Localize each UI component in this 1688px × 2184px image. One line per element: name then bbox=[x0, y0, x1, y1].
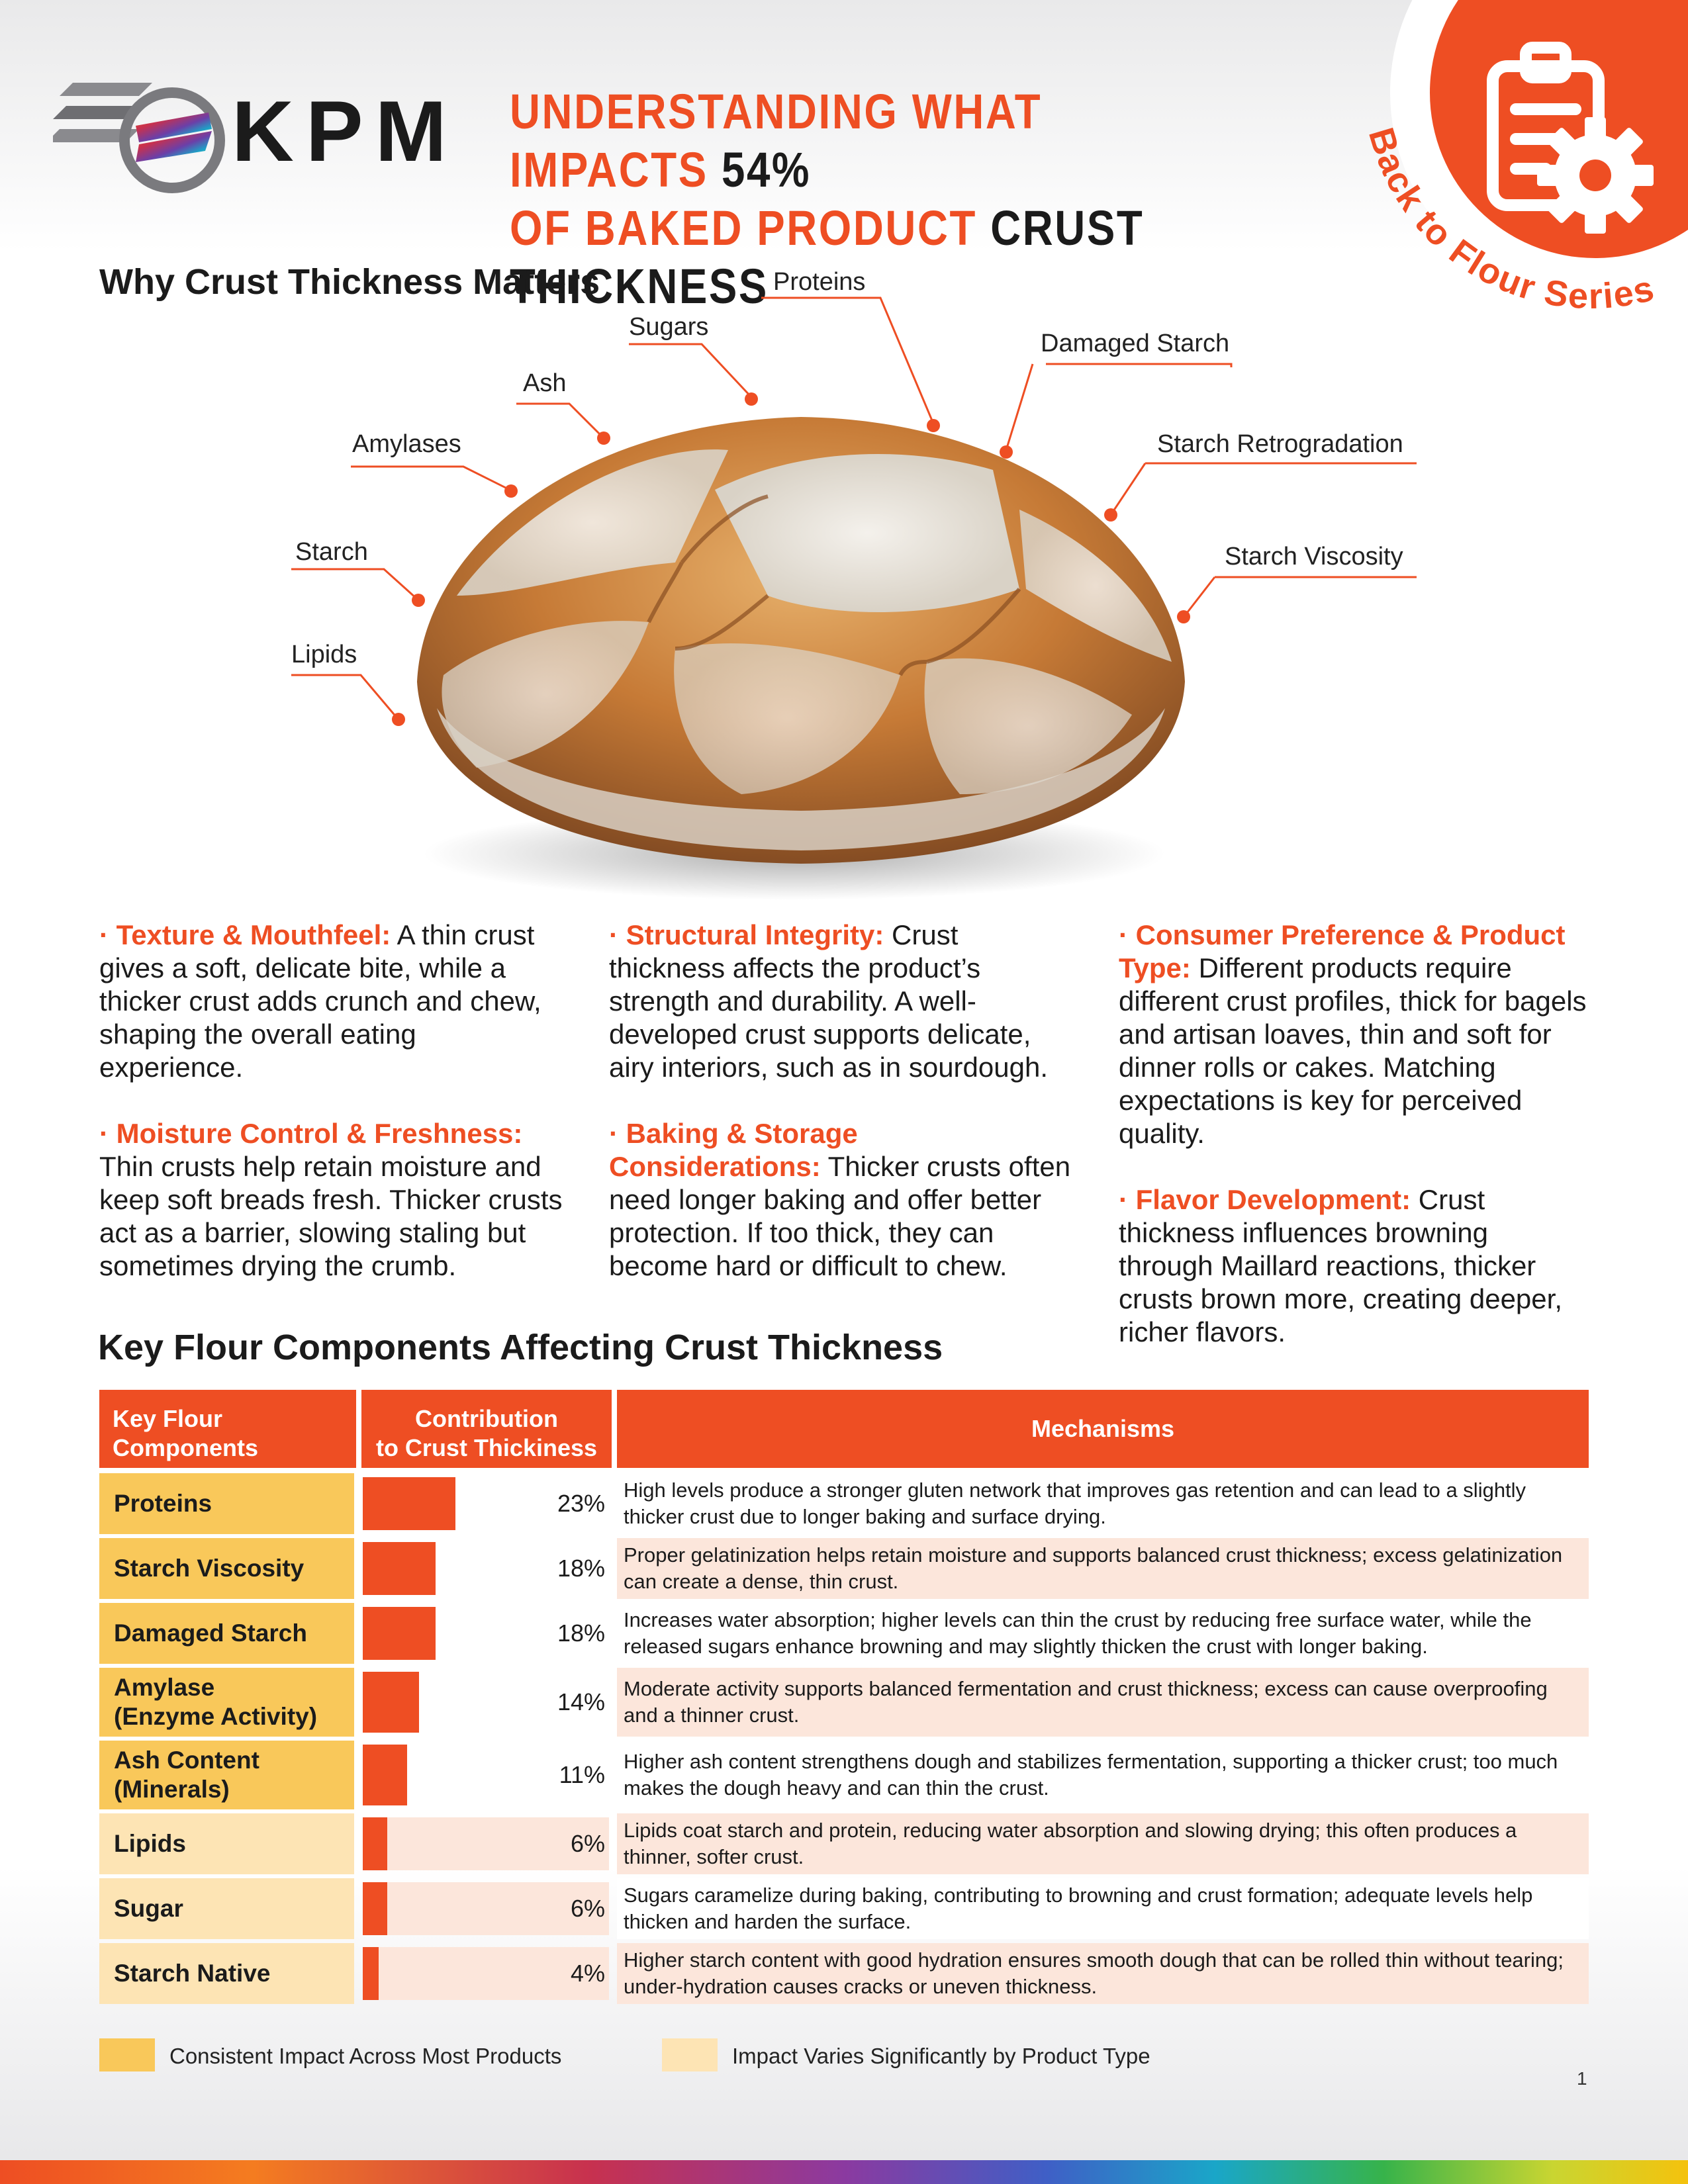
section1-heading: Why Crust Thickness Matters bbox=[99, 262, 600, 302]
table-row bbox=[99, 1473, 1589, 1534]
mechanism-text: Increases water absorption; higher levels can thin the crust by reducing free surface water, while the released sugars enhance browning and may slightly thicken the crust with longer baking. bbox=[617, 1603, 1589, 1664]
callout-dot-damaged-starch bbox=[1000, 445, 1013, 459]
legend-consistent: Consistent Impact Across Most Products bbox=[169, 2044, 562, 2068]
component-name: Ash Content (Minerals) bbox=[99, 1741, 354, 1809]
contribution-percent: 6% bbox=[570, 1895, 605, 1922]
contribution-percent: 23% bbox=[557, 1490, 605, 1517]
mechanism-text: High levels produce a stronger gluten network that improves gas retention and can lead to a slightly thicker crust due to longer baking and surface drying. bbox=[617, 1473, 1589, 1534]
callout-dot-lipids bbox=[392, 713, 405, 726]
label-amylases: Amylases bbox=[352, 430, 461, 458]
contribution-cell bbox=[363, 1878, 609, 1939]
title-line2-dark: CRUST THICKNESS bbox=[510, 201, 1145, 314]
title-line1-dark: 54% bbox=[721, 142, 812, 197]
mechanism-text: Moderate activity supports balanced fermentation and crust thickness; excess can cause overproofing and a thinner crust. bbox=[617, 1668, 1589, 1737]
section2-heading: Key Flour Components Affecting Crust Thickness bbox=[98, 1328, 943, 1367]
component-name: Starch Viscosity bbox=[99, 1538, 354, 1599]
contribution-bar bbox=[363, 1947, 379, 2000]
contribution-cell bbox=[363, 1668, 609, 1737]
bullet-texture: · Texture & Mouthfeel: A thin crust gives a soft, delicate bite, while a thicker crust adds crunch and chew, shaping the overall eating experience. bbox=[99, 919, 541, 1083]
component-name: Sugar bbox=[99, 1878, 354, 1939]
contribution-cell bbox=[363, 1813, 609, 1874]
callout-lines bbox=[0, 0, 1688, 927]
table-row bbox=[99, 1538, 1589, 1599]
label-starch-viscosity: Starch Viscosity bbox=[1225, 543, 1403, 570]
contribution-percent: 18% bbox=[557, 1619, 605, 1647]
table-row bbox=[99, 1603, 1589, 1664]
mechanism-text: Sugars caramelize during baking, contributing to browning and crust formation; adequate levels help thicken and harden the surface. bbox=[617, 1878, 1589, 1939]
bullet-consumer: · Consumer Preference & Product Type: Different products require different crust profiles, thick for bagels and artisan loaves, thin and soft for dinner rolls or cakes. Matching expectations is key for perceived quality. bbox=[1119, 919, 1587, 1149]
contribution-bar bbox=[363, 1542, 436, 1595]
contribution-bar bbox=[363, 1745, 407, 1805]
table-row bbox=[99, 1813, 1589, 1874]
table-row bbox=[99, 1878, 1589, 1939]
table-row bbox=[99, 1943, 1589, 2004]
components-table bbox=[99, 1390, 1589, 2019]
legend-varies: Impact Varies Significantly by Product Type bbox=[732, 2044, 1150, 2068]
component-name: Damaged Starch bbox=[99, 1603, 354, 1664]
legend-swatch-varies bbox=[662, 2038, 718, 2071]
contribution-percent: 6% bbox=[570, 1830, 605, 1857]
bullet-flavor: · Flavor Development: Crust thickness influences browning through Maillard reactions, thicker crusts brown more, creating deeper, richer flavors. bbox=[1119, 1184, 1562, 1347]
contribution-percent: 4% bbox=[570, 1960, 605, 1987]
label-starch-retrogradation: Starch Retrogradation bbox=[1157, 430, 1403, 458]
label-ash: Ash bbox=[523, 369, 567, 397]
title-line1-orange: UNDERSTANDING WHAT IMPACTS bbox=[510, 84, 1043, 197]
title-line2-orange: OF BAKED PRODUCT bbox=[510, 201, 977, 255]
callout-dot-starch-retrogradation bbox=[1104, 508, 1117, 522]
badge-series-text: Back to Flour Series bbox=[1360, 123, 1660, 317]
header-contribution: Contribution to Crust Thickiness bbox=[361, 1390, 612, 1468]
bullet-baking-storage: · Baking & Storage Considerations: Thicker crusts often need longer baking and offer better protection. If too thick, they can become hard or difficult to chew. bbox=[609, 1118, 1071, 1281]
contribution-cell bbox=[363, 1473, 609, 1534]
callout-dot-ash bbox=[597, 432, 610, 445]
contribution-cell bbox=[363, 1538, 609, 1599]
page-number: 1 bbox=[1577, 2068, 1587, 2089]
contribution-percent: 14% bbox=[557, 1688, 605, 1715]
legend-swatch-consistent bbox=[99, 2038, 155, 2071]
table-row bbox=[99, 1668, 1589, 1737]
bullet-structural: · Structural Integrity: Crust thickness affects the product’s strength and durability. A well-developed crust supports delicate, airy interiors, such as in sourdough. bbox=[609, 919, 1048, 1083]
header-mechanisms: Mechanisms bbox=[617, 1390, 1589, 1468]
component-name: Lipids bbox=[99, 1813, 354, 1874]
component-name: Starch Native bbox=[99, 1943, 354, 2004]
mechanism-text: Higher starch content with good hydration ensures smooth dough that can be rolled thin without tearing; under-hydration causes cracks or uneven thickness. bbox=[617, 1943, 1589, 2004]
contribution-bar bbox=[363, 1672, 419, 1733]
contribution-cell bbox=[363, 1943, 609, 2004]
label-starch: Starch bbox=[295, 538, 368, 566]
label-sugars: Sugars bbox=[629, 313, 709, 341]
callout-dot-starch-viscosity bbox=[1177, 610, 1190, 623]
contribution-bar bbox=[363, 1882, 387, 1935]
bullets-col2 bbox=[609, 919, 1072, 1316]
bottom-color-bar bbox=[0, 2160, 1688, 2184]
contribution-bar bbox=[363, 1477, 455, 1530]
mechanism-text: Higher ash content strengthens dough and stabilizes fermentation, supporting a thicker crust; too much makes the dough heavy and can thin the crust. bbox=[617, 1741, 1589, 1809]
label-proteins: Proteins bbox=[773, 268, 866, 296]
contribution-bar bbox=[363, 1817, 387, 1870]
contribution-percent: 18% bbox=[557, 1555, 605, 1582]
label-lipids: Lipids bbox=[291, 641, 357, 668]
callout-dot-proteins bbox=[927, 419, 940, 432]
table-row bbox=[99, 1741, 1589, 1809]
callout-dot-sugars bbox=[745, 392, 758, 406]
mechanism-text: Lipids coat starch and protein, reducing water absorption and slowing drying; this often produces a thinner, softer crust. bbox=[617, 1813, 1589, 1874]
callout-dot-amylases bbox=[504, 484, 518, 498]
header-components: Key Flour Components bbox=[99, 1390, 356, 1468]
component-name: Amylase (Enzyme Activity) bbox=[99, 1668, 354, 1737]
label-damaged-starch: Damaged Starch bbox=[1041, 330, 1230, 357]
contribution-percent: 11% bbox=[559, 1761, 605, 1788]
mechanism-text: Proper gelatinization helps retain moisture and supports balanced crust thickness; excess gelatinization can create a dense, thin crust. bbox=[617, 1538, 1589, 1599]
bullets-col3 bbox=[1119, 919, 1589, 1382]
logo-text: KPM bbox=[232, 83, 459, 179]
bullets-col1 bbox=[99, 919, 563, 1316]
callout-dot-starch bbox=[412, 594, 425, 607]
contribution-bar bbox=[363, 1607, 436, 1660]
contribution-cell bbox=[363, 1603, 609, 1664]
bullet-moisture: · Moisture Control & Freshness: Thin crusts help retain moisture and keep soft breads fresh. Thicker crusts act as a barrier, slowing staling but sometimes drying the crumb. bbox=[99, 1118, 563, 1281]
component-name: Proteins bbox=[99, 1473, 354, 1534]
contribution-cell bbox=[363, 1741, 609, 1809]
